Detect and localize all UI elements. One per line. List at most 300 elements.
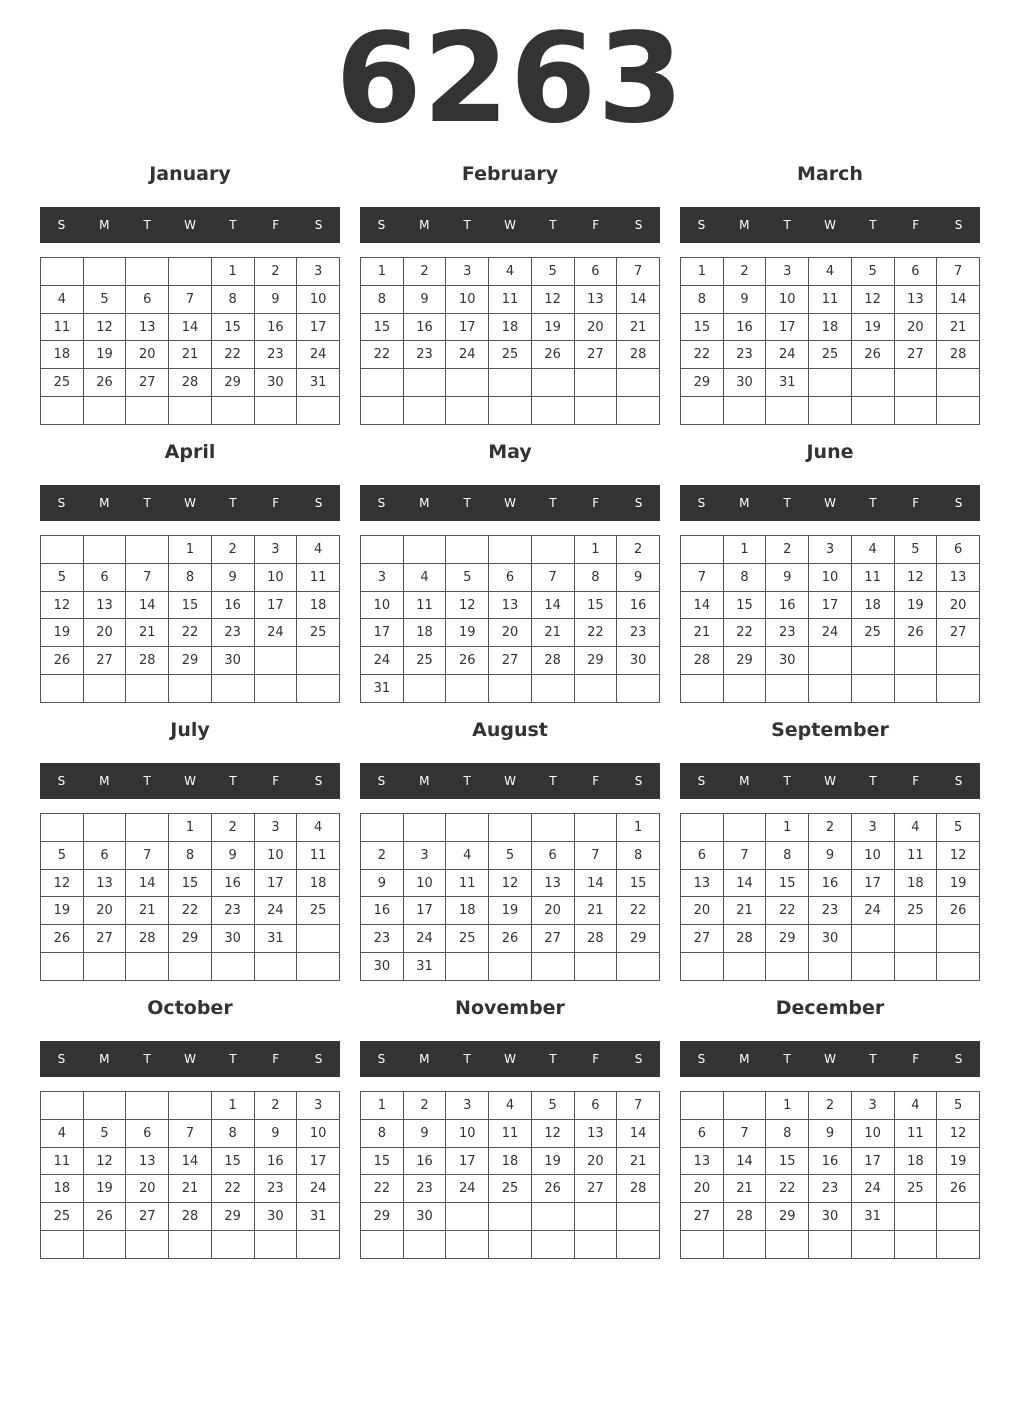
day-cell bbox=[403, 675, 446, 703]
day-cell: 20 bbox=[531, 897, 574, 925]
day-cell: 8 bbox=[361, 285, 404, 313]
day-cell: 21 bbox=[723, 897, 766, 925]
day-cell: 26 bbox=[531, 341, 574, 369]
day-cell: 12 bbox=[851, 285, 894, 313]
weekday-header bbox=[40, 763, 340, 799]
day-cell bbox=[169, 1092, 212, 1120]
day-cell: 31 bbox=[766, 369, 809, 397]
day-cell: 27 bbox=[937, 619, 980, 647]
day-cell: 24 bbox=[297, 1175, 340, 1203]
day-cell: 25 bbox=[894, 1175, 937, 1203]
day-cell: 30 bbox=[254, 1203, 297, 1231]
day-cell bbox=[617, 1203, 660, 1231]
day-cell bbox=[211, 675, 254, 703]
week-row bbox=[361, 1175, 660, 1203]
day-cell: 8 bbox=[723, 563, 766, 591]
day-cell: 22 bbox=[169, 897, 212, 925]
weekday-label: M bbox=[419, 1052, 430, 1066]
month-name: July bbox=[170, 719, 210, 741]
day-cell: 16 bbox=[809, 1147, 852, 1175]
weekday-label: S bbox=[377, 1052, 386, 1066]
week-row bbox=[41, 369, 340, 397]
day-cell: 12 bbox=[531, 285, 574, 313]
weekday-label: F bbox=[272, 496, 280, 510]
weekday-label: T bbox=[463, 496, 471, 510]
day-cell: 17 bbox=[766, 313, 809, 341]
weekday-label: M bbox=[739, 1052, 750, 1066]
day-cell: 16 bbox=[254, 313, 297, 341]
day-cell bbox=[766, 953, 809, 981]
day-cell: 18 bbox=[403, 619, 446, 647]
day-cell: 15 bbox=[617, 869, 660, 897]
day-cell: 26 bbox=[937, 897, 980, 925]
day-cell: 5 bbox=[41, 563, 84, 591]
week-row bbox=[681, 258, 980, 286]
day-cell: 13 bbox=[531, 869, 574, 897]
day-cell: 6 bbox=[83, 563, 126, 591]
week-row bbox=[681, 925, 980, 953]
day-cell bbox=[297, 675, 340, 703]
day-cell bbox=[169, 397, 212, 425]
day-cell: 12 bbox=[83, 313, 126, 341]
day-cell: 1 bbox=[766, 814, 809, 842]
day-cell: 27 bbox=[126, 1203, 169, 1231]
weekday-label: M bbox=[99, 774, 110, 788]
day-cell: 23 bbox=[403, 341, 446, 369]
day-cell bbox=[211, 1231, 254, 1259]
day-cell bbox=[809, 675, 852, 703]
week-row bbox=[361, 925, 660, 953]
week-row bbox=[41, 341, 340, 369]
day-cell: 14 bbox=[937, 285, 980, 313]
day-cell: 11 bbox=[41, 313, 84, 341]
weekday-label: M bbox=[99, 218, 110, 232]
week-row bbox=[681, 841, 980, 869]
day-cell bbox=[297, 1231, 340, 1259]
day-cell: 15 bbox=[211, 1147, 254, 1175]
day-grid bbox=[680, 1091, 980, 1259]
day-cell: 22 bbox=[361, 341, 404, 369]
week-row bbox=[681, 647, 980, 675]
day-cell: 27 bbox=[574, 1175, 617, 1203]
day-cell bbox=[681, 536, 724, 564]
weekday-header bbox=[360, 763, 660, 799]
day-cell: 21 bbox=[681, 619, 724, 647]
week-row bbox=[41, 925, 340, 953]
day-cell: 16 bbox=[361, 897, 404, 925]
day-cell bbox=[574, 953, 617, 981]
day-cell bbox=[574, 814, 617, 842]
day-cell: 9 bbox=[254, 285, 297, 313]
day-cell: 5 bbox=[489, 841, 532, 869]
day-cell: 26 bbox=[83, 369, 126, 397]
day-cell: 29 bbox=[723, 647, 766, 675]
month-name: December bbox=[775, 997, 885, 1019]
weekday-label: F bbox=[272, 1052, 280, 1066]
day-cell: 27 bbox=[126, 369, 169, 397]
weekday-label: S bbox=[377, 218, 386, 232]
weekday-label: T bbox=[229, 774, 237, 788]
day-cell: 3 bbox=[403, 841, 446, 869]
weekday-label: W bbox=[824, 1052, 836, 1066]
day-cell bbox=[41, 536, 84, 564]
day-cell bbox=[446, 814, 489, 842]
day-cell bbox=[766, 397, 809, 425]
day-cell bbox=[403, 536, 446, 564]
day-cell: 30 bbox=[809, 925, 852, 953]
day-cell: 22 bbox=[766, 897, 809, 925]
day-cell: 23 bbox=[809, 1175, 852, 1203]
day-cell: 25 bbox=[851, 619, 894, 647]
day-cell: 9 bbox=[211, 841, 254, 869]
weekday-label: T bbox=[143, 1052, 151, 1066]
day-cell: 30 bbox=[211, 925, 254, 953]
day-cell: 11 bbox=[403, 591, 446, 619]
day-cell bbox=[41, 953, 84, 981]
day-cell: 14 bbox=[617, 285, 660, 313]
day-cell bbox=[617, 369, 660, 397]
day-cell: 30 bbox=[403, 1203, 446, 1231]
day-cell bbox=[489, 675, 532, 703]
day-cell bbox=[254, 675, 297, 703]
day-cell bbox=[851, 647, 894, 675]
weekday-label: S bbox=[697, 774, 706, 788]
day-cell bbox=[41, 1231, 84, 1259]
weekday-label: T bbox=[549, 218, 557, 232]
day-cell: 27 bbox=[681, 925, 724, 953]
day-cell: 20 bbox=[574, 313, 617, 341]
day-cell: 14 bbox=[126, 591, 169, 619]
day-cell: 11 bbox=[851, 563, 894, 591]
day-cell: 23 bbox=[211, 897, 254, 925]
day-cell bbox=[766, 675, 809, 703]
day-cell: 28 bbox=[169, 1203, 212, 1231]
day-cell bbox=[254, 647, 297, 675]
day-cell: 6 bbox=[126, 1119, 169, 1147]
day-cell bbox=[126, 1231, 169, 1259]
day-cell: 2 bbox=[617, 536, 660, 564]
weekday-label: T bbox=[229, 496, 237, 510]
day-cell bbox=[937, 369, 980, 397]
day-grid bbox=[360, 535, 660, 703]
day-cell bbox=[937, 1231, 980, 1259]
day-cell: 19 bbox=[894, 591, 937, 619]
day-cell: 25 bbox=[403, 647, 446, 675]
day-cell: 14 bbox=[723, 1147, 766, 1175]
day-cell: 9 bbox=[617, 563, 660, 591]
day-cell bbox=[681, 397, 724, 425]
day-cell: 12 bbox=[937, 1119, 980, 1147]
weekday-label: T bbox=[549, 1052, 557, 1066]
day-cell: 13 bbox=[894, 285, 937, 313]
day-cell bbox=[617, 675, 660, 703]
day-cell: 20 bbox=[681, 1175, 724, 1203]
day-cell bbox=[489, 1203, 532, 1231]
day-cell: 12 bbox=[937, 841, 980, 869]
weekday-label: T bbox=[549, 774, 557, 788]
week-row bbox=[41, 841, 340, 869]
day-grid bbox=[40, 1091, 340, 1259]
week-row bbox=[681, 869, 980, 897]
day-grid bbox=[360, 257, 660, 425]
day-cell: 6 bbox=[681, 1119, 724, 1147]
day-cell: 21 bbox=[126, 619, 169, 647]
week-row bbox=[41, 258, 340, 286]
day-cell bbox=[361, 397, 404, 425]
week-row bbox=[361, 619, 660, 647]
day-cell: 26 bbox=[937, 1175, 980, 1203]
day-cell: 27 bbox=[574, 341, 617, 369]
day-cell bbox=[617, 1231, 660, 1259]
day-cell bbox=[41, 258, 84, 286]
day-cell: 20 bbox=[574, 1147, 617, 1175]
day-cell: 21 bbox=[617, 313, 660, 341]
day-cell: 29 bbox=[211, 1203, 254, 1231]
weekday-label: S bbox=[377, 774, 386, 788]
day-cell: 4 bbox=[489, 1092, 532, 1120]
day-cell: 23 bbox=[617, 619, 660, 647]
day-cell bbox=[83, 1231, 126, 1259]
day-cell: 12 bbox=[41, 591, 84, 619]
day-cell: 17 bbox=[297, 1147, 340, 1175]
day-cell: 22 bbox=[361, 1175, 404, 1203]
day-cell: 18 bbox=[489, 313, 532, 341]
weekday-label: M bbox=[419, 218, 430, 232]
month-name: May bbox=[488, 441, 532, 463]
day-cell: 26 bbox=[489, 925, 532, 953]
weekday-header bbox=[680, 207, 980, 243]
day-cell: 23 bbox=[254, 341, 297, 369]
day-cell: 24 bbox=[851, 897, 894, 925]
weekday-header bbox=[680, 485, 980, 521]
day-cell: 22 bbox=[617, 897, 660, 925]
day-cell: 11 bbox=[489, 285, 532, 313]
day-cell bbox=[809, 1231, 852, 1259]
day-cell: 7 bbox=[723, 1119, 766, 1147]
day-cell: 10 bbox=[766, 285, 809, 313]
day-cell: 24 bbox=[254, 619, 297, 647]
month-name: August bbox=[472, 719, 548, 741]
day-cell bbox=[83, 397, 126, 425]
week-row bbox=[41, 397, 340, 425]
day-cell: 26 bbox=[83, 1203, 126, 1231]
day-cell bbox=[83, 675, 126, 703]
day-cell: 20 bbox=[489, 619, 532, 647]
day-cell: 18 bbox=[851, 591, 894, 619]
day-cell: 5 bbox=[937, 814, 980, 842]
day-cell: 28 bbox=[681, 647, 724, 675]
day-cell: 10 bbox=[297, 285, 340, 313]
week-row bbox=[681, 619, 980, 647]
weekday-label: T bbox=[463, 218, 471, 232]
week-row bbox=[41, 285, 340, 313]
day-cell: 1 bbox=[617, 814, 660, 842]
day-cell: 23 bbox=[403, 1175, 446, 1203]
day-cell: 11 bbox=[41, 1147, 84, 1175]
day-cell bbox=[446, 953, 489, 981]
day-cell: 17 bbox=[851, 869, 894, 897]
day-cell: 12 bbox=[531, 1119, 574, 1147]
day-cell: 8 bbox=[169, 841, 212, 869]
weekday-header bbox=[360, 207, 660, 243]
day-cell: 27 bbox=[489, 647, 532, 675]
day-cell: 29 bbox=[617, 925, 660, 953]
weekday-label: S bbox=[314, 1052, 323, 1066]
day-cell: 26 bbox=[41, 925, 84, 953]
day-cell: 15 bbox=[361, 1147, 404, 1175]
week-row bbox=[681, 313, 980, 341]
weekday-label: T bbox=[229, 1052, 237, 1066]
day-cell: 20 bbox=[681, 897, 724, 925]
day-cell: 19 bbox=[531, 1147, 574, 1175]
day-cell: 21 bbox=[937, 313, 980, 341]
weekday-label: W bbox=[824, 774, 836, 788]
day-cell bbox=[169, 258, 212, 286]
day-cell: 18 bbox=[41, 1175, 84, 1203]
day-cell bbox=[723, 1092, 766, 1120]
day-cell: 6 bbox=[489, 563, 532, 591]
day-cell bbox=[809, 397, 852, 425]
day-cell: 3 bbox=[809, 536, 852, 564]
day-cell: 17 bbox=[403, 897, 446, 925]
weekday-label: S bbox=[634, 1052, 643, 1066]
week-row bbox=[361, 1203, 660, 1231]
day-cell: 3 bbox=[297, 1092, 340, 1120]
day-cell: 1 bbox=[361, 258, 404, 286]
day-cell: 1 bbox=[766, 1092, 809, 1120]
day-cell bbox=[297, 397, 340, 425]
day-cell bbox=[851, 369, 894, 397]
day-cell: 25 bbox=[41, 1203, 84, 1231]
day-cell: 24 bbox=[403, 925, 446, 953]
day-cell bbox=[489, 953, 532, 981]
day-cell: 9 bbox=[723, 285, 766, 313]
day-cell: 8 bbox=[766, 1119, 809, 1147]
day-cell: 3 bbox=[361, 563, 404, 591]
week-row bbox=[681, 675, 980, 703]
week-row bbox=[681, 814, 980, 842]
day-cell bbox=[531, 536, 574, 564]
day-cell bbox=[531, 953, 574, 981]
day-cell: 13 bbox=[681, 1147, 724, 1175]
week-row bbox=[681, 563, 980, 591]
week-row bbox=[681, 397, 980, 425]
day-cell bbox=[83, 814, 126, 842]
day-cell: 24 bbox=[254, 897, 297, 925]
day-cell: 18 bbox=[446, 897, 489, 925]
day-cell: 4 bbox=[489, 258, 532, 286]
day-cell: 28 bbox=[617, 341, 660, 369]
weekday-label: S bbox=[697, 1052, 706, 1066]
day-cell: 22 bbox=[169, 619, 212, 647]
day-cell: 2 bbox=[254, 1092, 297, 1120]
day-cell: 27 bbox=[83, 925, 126, 953]
day-cell: 30 bbox=[211, 647, 254, 675]
week-row bbox=[41, 1092, 340, 1120]
day-cell bbox=[126, 258, 169, 286]
day-cell: 15 bbox=[766, 1147, 809, 1175]
day-cell bbox=[531, 675, 574, 703]
week-row bbox=[361, 258, 660, 286]
weekday-label: F bbox=[912, 496, 920, 510]
day-cell bbox=[937, 675, 980, 703]
day-cell: 19 bbox=[531, 313, 574, 341]
day-cell bbox=[809, 369, 852, 397]
day-cell bbox=[894, 397, 937, 425]
day-cell bbox=[41, 675, 84, 703]
day-cell bbox=[83, 536, 126, 564]
weekday-header bbox=[360, 1041, 660, 1077]
day-cell: 29 bbox=[681, 369, 724, 397]
day-grid bbox=[40, 813, 340, 981]
weekday-label: S bbox=[954, 496, 963, 510]
day-cell: 2 bbox=[403, 1092, 446, 1120]
week-row bbox=[41, 1119, 340, 1147]
day-cell: 18 bbox=[297, 591, 340, 619]
weekday-label: F bbox=[272, 218, 280, 232]
day-cell: 24 bbox=[361, 647, 404, 675]
day-cell: 6 bbox=[531, 841, 574, 869]
day-cell bbox=[574, 1231, 617, 1259]
day-cell: 30 bbox=[254, 369, 297, 397]
week-row bbox=[681, 1175, 980, 1203]
day-cell: 7 bbox=[169, 285, 212, 313]
weekday-label: S bbox=[57, 1052, 66, 1066]
day-cell: 15 bbox=[211, 313, 254, 341]
weekday-label: S bbox=[57, 774, 66, 788]
day-cell bbox=[681, 675, 724, 703]
day-cell: 28 bbox=[723, 925, 766, 953]
day-cell: 17 bbox=[254, 869, 297, 897]
day-cell: 15 bbox=[169, 869, 212, 897]
day-cell bbox=[894, 1203, 937, 1231]
day-cell: 22 bbox=[723, 619, 766, 647]
day-cell bbox=[169, 953, 212, 981]
week-row bbox=[41, 1231, 340, 1259]
day-cell: 28 bbox=[574, 925, 617, 953]
day-cell: 20 bbox=[83, 897, 126, 925]
week-row bbox=[361, 341, 660, 369]
weekday-header bbox=[40, 485, 340, 521]
day-cell: 2 bbox=[766, 536, 809, 564]
day-cell bbox=[851, 925, 894, 953]
week-row bbox=[361, 285, 660, 313]
day-cell: 3 bbox=[446, 258, 489, 286]
week-row bbox=[361, 1119, 660, 1147]
weekday-label: S bbox=[314, 496, 323, 510]
day-cell bbox=[723, 953, 766, 981]
day-cell: 1 bbox=[169, 814, 212, 842]
day-cell: 28 bbox=[723, 1203, 766, 1231]
day-cell bbox=[681, 814, 724, 842]
day-cell bbox=[41, 814, 84, 842]
weekday-label: W bbox=[184, 774, 196, 788]
day-cell bbox=[531, 397, 574, 425]
weekday-label: M bbox=[739, 774, 750, 788]
day-cell: 17 bbox=[254, 591, 297, 619]
week-row bbox=[361, 869, 660, 897]
weekday-header bbox=[40, 1041, 340, 1077]
day-cell bbox=[894, 647, 937, 675]
day-cell: 7 bbox=[169, 1119, 212, 1147]
day-cell: 29 bbox=[766, 925, 809, 953]
day-cell bbox=[126, 953, 169, 981]
day-cell: 19 bbox=[41, 619, 84, 647]
day-cell bbox=[83, 258, 126, 286]
weekday-label: T bbox=[869, 1052, 877, 1066]
day-cell: 30 bbox=[766, 647, 809, 675]
day-cell: 29 bbox=[169, 925, 212, 953]
